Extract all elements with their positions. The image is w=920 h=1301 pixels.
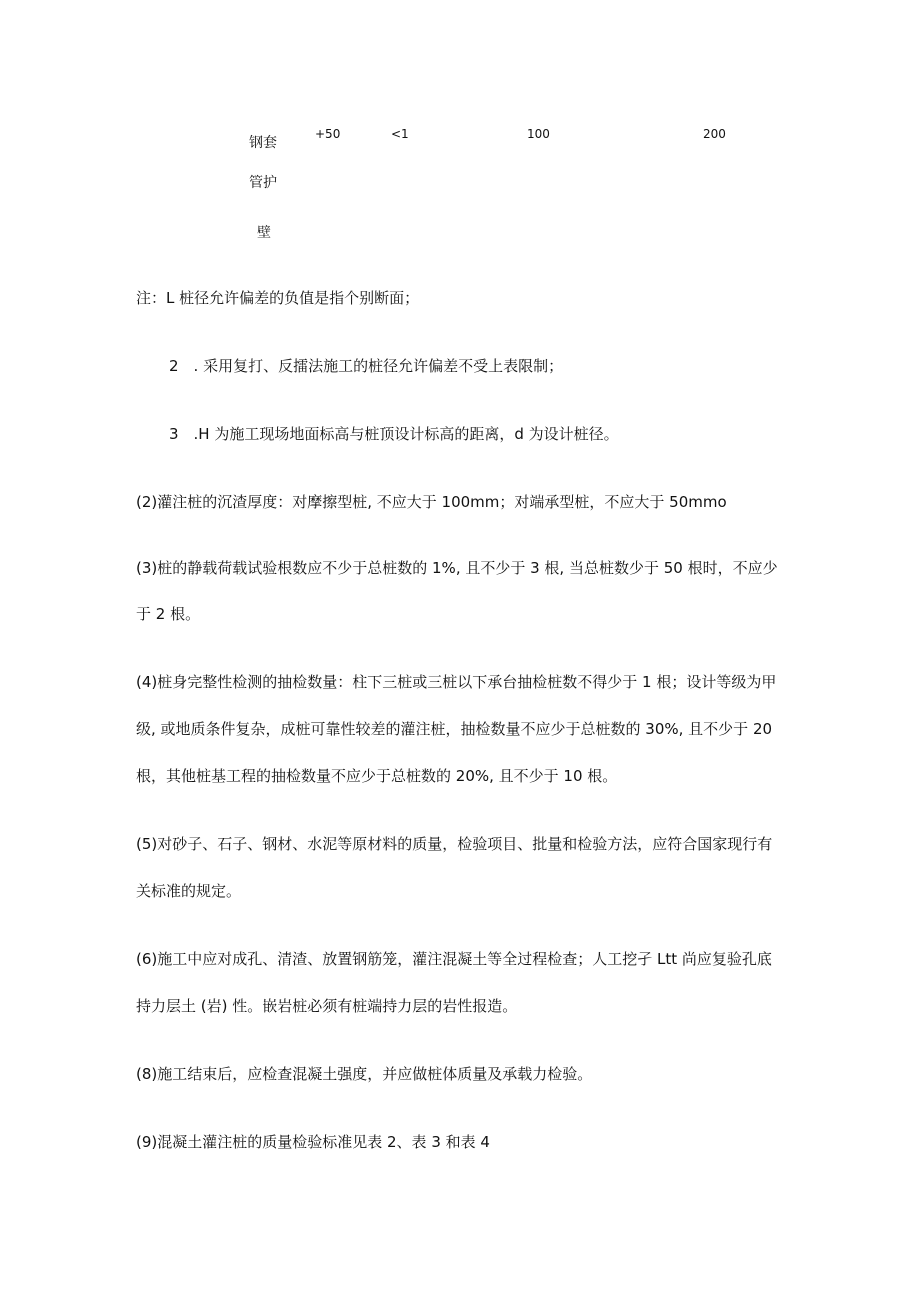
table-cell-value-1: +50 (315, 127, 341, 141)
note-3: 3 .H 为施工现场地面标高与桩顶设计标高的距离，d 为设计桩径。 (169, 425, 619, 443)
table-cell-value-2: <1 (391, 127, 409, 141)
note-1: 注：L 桩径允许偏差的负值是指个别断面； (136, 289, 420, 307)
paragraph-6-line-1: (6)施工中应对成孔、清渣、放置钢筋笼，灌注混凝土等全过程检查；人工挖孑 Ltt 尚应复验孔底 (136, 950, 772, 968)
paragraph-4-line-2: 级, 或地质条件复杂，成桩可靠性较差的灌注桩，抽检数量不应少于总桩数的 30%, 且不少于 20 (136, 720, 773, 738)
table-row-label-line-2: 管护 (249, 175, 277, 191)
note-2: 2 . 采用复打、反擂法施工的桩径允许偏差不受上表限制； (169, 357, 564, 375)
paragraph-3-line-1: (3)桩的静载荷载试验根数应不少于总桩数的 1%, 且不少于 3 根, 当总桩数少于 50 根时，不应少 (136, 559, 778, 577)
table-row-label-line-1: 钢套 (249, 135, 277, 151)
paragraph-6-line-2: 持力层土 (岩) 性。嵌岩桩必须有桩端持力层的岩性报造。 (136, 997, 518, 1015)
table-row-label-line-3: 壁 (257, 225, 271, 241)
paragraph-2: (2)灌注桩的沉渣厚度：对摩擦型桩, 不应大于 100mm；对端承型桩，不应大于 50mmo (136, 493, 727, 511)
paragraph-5-line-2: 关标准的规定。 (136, 882, 242, 900)
paragraph-8: (8)施工结束后，应检查混凝土强度，并应做桩体质量及承载力检验。 (136, 1065, 593, 1083)
paragraph-9: (9)混凝土灌注桩的质量检验标准见表 2、表 3 和表 4 (136, 1133, 490, 1151)
paragraph-5-line-1: (5)对砂子、石子、钢材、水泥等原材料的质量，检验项目、批量和检验方法，应符合国家现行有 (136, 835, 773, 853)
paragraph-4-line-3: 根，其他桩基工程的抽检数量不应少于总桩数的 20%, 且不少于 10 根。 (136, 767, 618, 785)
table-cell-value-4: 200 (703, 127, 726, 141)
table-cell-value-3: 100 (527, 127, 550, 141)
paragraph-3-line-2: 于 2 根。 (136, 605, 201, 623)
paragraph-4-line-1: (4)桩身完整性检测的抽检数量：柱下三桩或三桩以下承台抽检桩数不得少于 1 根；设计等级为甲 (136, 673, 777, 691)
